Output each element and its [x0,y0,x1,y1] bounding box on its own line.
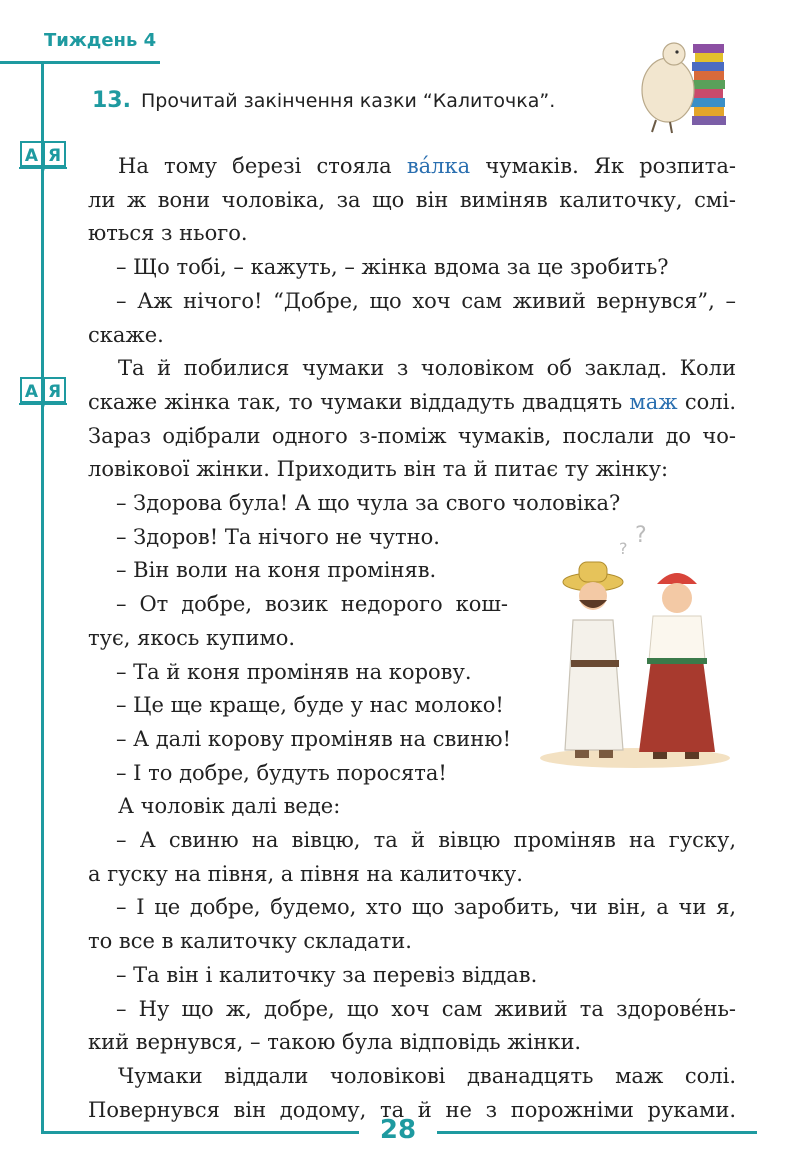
story-line: ли ж вони чоловіка, за що він виміняв калиточку, смі- [88,187,736,212]
task-number: 13. [92,88,131,113]
story-line: ловікової жінки. Приходить він та й питає ту жінку: [88,457,669,482]
dictionary-word-valka: ва́лка [406,154,471,178]
story-line: – Та він і калиточку за перевіз віддав. [116,962,538,987]
story-line: то все в калиточку складати. [88,929,412,954]
story-line [88,386,736,420]
text-segment: скаже жінка так, то чумаки віддадуть двадцять [88,389,630,414]
story-line: – Ну що ж, добре, що хоч сам живий та здорове́нь- [116,996,736,1021]
task-text: Прочитай закінчення казки “Калиточка”. [140,90,556,112]
text-segment: солі. [677,389,737,414]
text-segment: На тому березі стояла [118,154,407,178]
story-text [88,150,736,1127]
story-line: – А свиню на вівцю, та й вівцю проміняв на гуску, [116,828,736,853]
page-number: 28 [379,1115,417,1145]
story-line: – Він воли на коня проміняв. [116,558,437,583]
text-segment: чумаків. Як розпита- [470,154,737,178]
story-line: – Що тобі, – кажуть, – жінка вдома за це зробить? [116,255,669,280]
story-line: – А далі корову проміняв на свиню! [116,726,512,751]
left-margin-rule [41,61,44,1131]
header-rule [0,61,160,64]
story-line: – Це ще краще, буде у нас молоко! [116,693,504,718]
story-line: Зараз одібрали одного з-поміж чумаків, послали до чо- [88,423,736,448]
story-line: тує, якось купимо. [88,625,296,650]
sheep-books-illustration [630,28,730,136]
svg-text:Я: Я [47,382,62,402]
story-line [88,150,736,184]
footer-rule-left [41,1131,359,1134]
dictionary-icon [18,376,68,410]
story-line: Та й побилися чумаки з чоловіком об заклад. Коли [118,356,736,381]
story-line: – Та й коня проміняв на корову. [116,659,472,684]
story-line: – Здоров! Та нічого не чутно. [116,524,440,549]
story-line: а гуску на півня, а півня на калиточку. [88,861,523,886]
dictionary-icon [18,140,68,174]
svg-text:Я: Я [47,146,62,166]
story-line: – От добре, возик недорого кош- [116,592,508,617]
svg-text:?: ? [619,539,628,558]
story-line: Чумаки віддали чоловікові дванадцять маж солі. [118,1063,736,1088]
story-line: – І це добре, будемо, хто що заробить, чи він, а чи я, [116,895,736,920]
story-line: скаже. [88,322,164,347]
story-line: А чоловік далі веде: [118,794,341,819]
story-line: кий вернувся, – такою була відповідь жінки. [88,1030,582,1055]
svg-text:А: А [24,382,39,402]
story-line: – Здорова була! А що чула за свого чоловіка? [116,491,621,516]
story-line: ються з нього. [88,221,248,246]
story-line: Повернувся він додому, та й не з порожніми руками. [88,1097,736,1122]
story-line: – Аж нічого! “Добре, що хоч сам живий вернувся”, – [116,288,736,313]
dictionary-word-mazh: маж [629,389,678,414]
task-heading [92,88,555,113]
svg-text:А: А [24,146,39,166]
footer-rule-right [437,1131,757,1134]
week-label: Тиждень 4 [44,30,157,51]
story-line: – І то добре, будуть поросята! [116,760,447,785]
svg-text:?: ? [635,523,647,548]
